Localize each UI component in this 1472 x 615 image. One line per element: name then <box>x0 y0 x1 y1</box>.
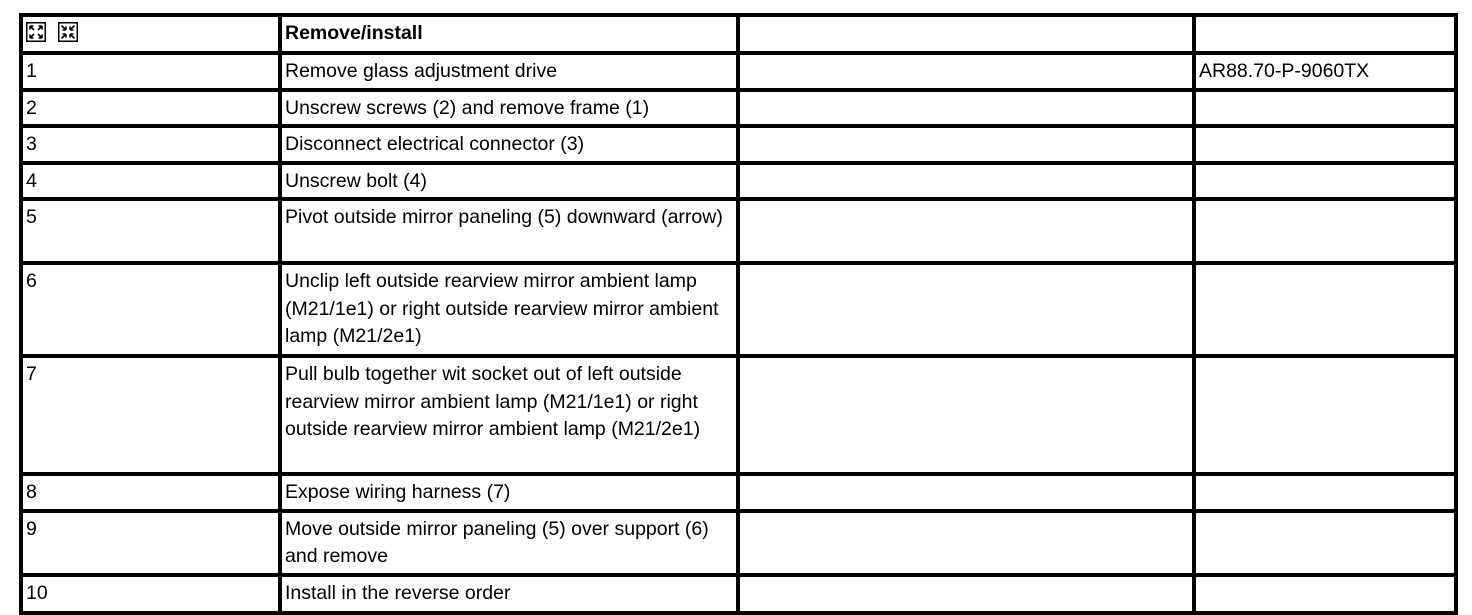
header-row <box>21 15 1456 53</box>
step-text: Unclip left outside rearview mirror ambient lamp (M21/1e1) or right outside rearview mirror ambient lamp (M21/2e1) <box>280 263 738 356</box>
step-note <box>738 53 1194 90</box>
step-row <box>21 575 1456 613</box>
step-row <box>21 511 1456 575</box>
step-text: Unscrew screws (2) and remove frame (1) <box>280 90 738 127</box>
step-row <box>21 356 1456 474</box>
step-reference <box>1194 511 1456 575</box>
step-reference <box>1194 474 1456 511</box>
step-text: Pull bulb together wit socket out of left outside rearview mirror ambient lamp (M21/1e1) or right outside rearview mirror ambient lamp (M21/2e1) <box>280 356 738 474</box>
step-reference <box>1194 575 1456 613</box>
step-row <box>21 126 1456 163</box>
step-row <box>21 90 1456 127</box>
step-note <box>738 163 1194 200</box>
step-row <box>21 263 1456 356</box>
step-note <box>738 474 1194 511</box>
step-text: Remove glass adjustment drive <box>280 53 738 90</box>
step-text: Install in the reverse order <box>280 575 738 613</box>
step-reference <box>1194 126 1456 163</box>
step-note <box>738 90 1194 127</box>
step-row <box>21 199 1456 263</box>
procedure-table <box>19 13 1458 615</box>
header-col3 <box>738 15 1194 53</box>
header-title: Remove/install <box>280 15 738 53</box>
step-number: 3 <box>21 126 280 163</box>
step-reference-link[interactable]: AR88.70-P-9060TX <box>1194 53 1456 90</box>
step-reference <box>1194 356 1456 474</box>
step-text: Expose wiring harness (7) <box>280 474 738 511</box>
step-number: 4 <box>21 163 280 200</box>
collapse-all-icon[interactable] <box>58 22 78 42</box>
step-reference <box>1194 163 1456 200</box>
step-number: 8 <box>21 474 280 511</box>
step-row <box>21 163 1456 200</box>
step-number: 6 <box>21 263 280 356</box>
step-reference <box>1194 90 1456 127</box>
expand-all-icon[interactable] <box>26 22 46 42</box>
step-number: 7 <box>21 356 280 474</box>
step-number: 10 <box>21 575 280 613</box>
step-number: 9 <box>21 511 280 575</box>
step-text: Unscrew bolt (4) <box>280 163 738 200</box>
step-text: Move outside mirror paneling (5) over support (6) and remove <box>280 511 738 575</box>
step-note <box>738 199 1194 263</box>
step-note <box>738 575 1194 613</box>
step-text: Disconnect electrical connector (3) <box>280 126 738 163</box>
step-note <box>738 356 1194 474</box>
step-number: 1 <box>21 53 280 90</box>
header-icons-cell <box>21 15 280 53</box>
step-row <box>21 53 1456 90</box>
step-number: 2 <box>21 90 280 127</box>
step-reference <box>1194 199 1456 263</box>
step-note <box>738 126 1194 163</box>
step-row <box>21 474 1456 511</box>
step-number: 5 <box>21 199 280 263</box>
header-col4 <box>1194 15 1456 53</box>
step-note <box>738 263 1194 356</box>
step-text: Pivot outside mirror paneling (5) downward (arrow) <box>280 199 738 263</box>
step-reference <box>1194 263 1456 356</box>
step-note <box>738 511 1194 575</box>
